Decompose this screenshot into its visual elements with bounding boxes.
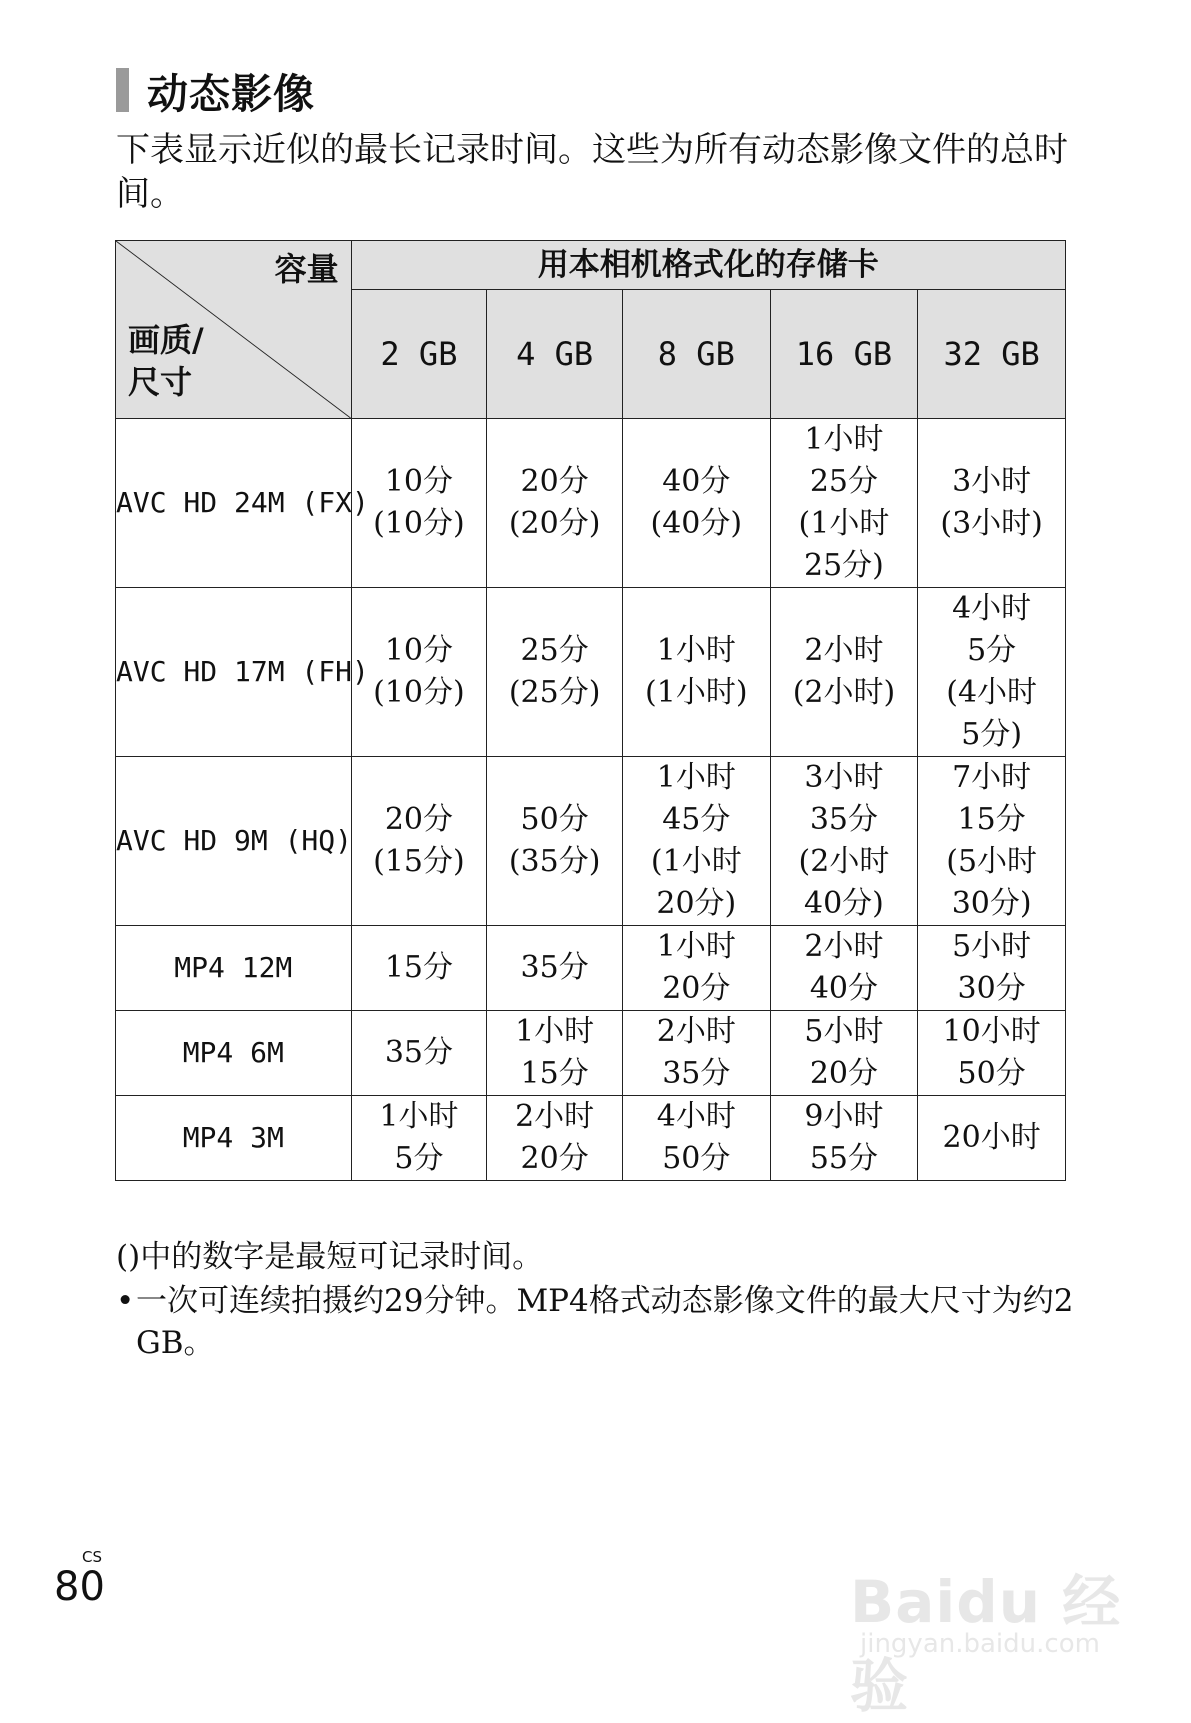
table-cell: 15分 <box>351 926 487 1011</box>
table-cell: 20分 (15分) <box>351 757 487 926</box>
table-cell: 4小时 50分 <box>622 1096 770 1181</box>
row-label: MP4 12M <box>116 926 352 1011</box>
page-number: 80 <box>54 1564 105 1610</box>
capacity-header: 8 GB <box>622 290 770 419</box>
recording-time-table <box>115 240 1066 1181</box>
table-cell: 3小时 (3小时) <box>918 419 1066 588</box>
table-cell: 10分 (10分) <box>351 588 487 757</box>
table-row <box>116 588 1066 757</box>
table-cell: 10分 (10分) <box>351 419 487 588</box>
table-cell: 1小时 15分 <box>487 1011 623 1096</box>
table-cell: 20小时 <box>918 1096 1066 1181</box>
row-label: AVC HD 17M (FH) <box>116 588 352 757</box>
table-corner-cell <box>116 241 352 419</box>
table-cell: 2小时 35分 <box>622 1011 770 1096</box>
capacity-label: 容量 <box>274 250 339 288</box>
bullet-dot-icon: • <box>116 1283 135 1319</box>
capacity-header: 4 GB <box>487 290 623 419</box>
baidu-watermark-logo <box>850 1545 1160 1720</box>
section-title <box>116 64 315 116</box>
table-row <box>116 1096 1066 1181</box>
table-cell: 35分 <box>487 926 623 1011</box>
table-cell: 1小时 25分 (1小时 25分) <box>770 419 918 588</box>
table-cell: 25分 (25分) <box>487 588 623 757</box>
bullet-note-text: 一次可连续拍摄约29分钟。MP4格式动态影像文件的最大尺寸为约2 GB。 <box>136 1283 1074 1361</box>
row-label: AVC HD 24M (FX) <box>116 419 352 588</box>
table-cell: 2小时 (2小时) <box>770 588 918 757</box>
card-group-header: 用本相机格式化的存储卡 <box>351 241 1065 290</box>
table-row <box>116 419 1066 588</box>
table-cell: 5小时 20分 <box>770 1011 918 1096</box>
table-cell: 2小时 40分 <box>770 926 918 1011</box>
page-language-code: CS <box>82 1548 102 1566</box>
table-cell: 1小时 5分 <box>351 1096 487 1181</box>
capacity-header: 32 GB <box>918 290 1066 419</box>
capacity-header: 2 GB <box>351 290 487 419</box>
table-cell: 35分 <box>351 1011 487 1096</box>
row-label: AVC HD 9M (HQ) <box>116 757 352 926</box>
section-title-text: 动态影像 <box>147 69 315 118</box>
table-cell: 3小时 35分 (2小时 40分) <box>770 757 918 926</box>
watermark-url: jingyan.baidu.com <box>860 1629 1100 1659</box>
table-row <box>116 757 1066 926</box>
table-row <box>116 926 1066 1011</box>
quality-size-label: 画质/ 尺寸 <box>128 321 204 401</box>
table-cell: 1小时 (1小时) <box>622 588 770 757</box>
table-cell: 1小时 45分 (1小时 20分) <box>622 757 770 926</box>
table-cell: 7小时 15分 (5小时 30分) <box>918 757 1066 926</box>
table-cell: 4小时 5分 (4小时 5分) <box>918 588 1066 757</box>
parenthesis-note: ()中的数字是最短可记录时间。 <box>116 1239 544 1275</box>
notes <box>116 1236 1076 1364</box>
table-row <box>116 1011 1066 1096</box>
table-cell: 50分 (35分) <box>487 757 623 926</box>
row-label: MP4 6M <box>116 1011 352 1096</box>
table-cell: 10小时 50分 <box>918 1011 1066 1096</box>
bullet-note <box>116 1280 1076 1364</box>
table-cell: 9小时 55分 <box>770 1096 918 1181</box>
intro-paragraph: 下表显示近似的最长记录时间。这些为所有动态影像文件的总时间。 <box>116 130 1068 214</box>
watermark-brand: Baidu 经验 <box>850 1568 1122 1720</box>
table-cell: 2小时 20分 <box>487 1096 623 1181</box>
table-cell: 40分 (40分) <box>622 419 770 588</box>
title-marker <box>116 68 129 112</box>
table-cell: 1小时 20分 <box>622 926 770 1011</box>
row-label: MP4 3M <box>116 1096 352 1181</box>
table-cell: 20分 (20分) <box>487 419 623 588</box>
capacity-header: 16 GB <box>770 290 918 419</box>
table-cell: 5小时 30分 <box>918 926 1066 1011</box>
